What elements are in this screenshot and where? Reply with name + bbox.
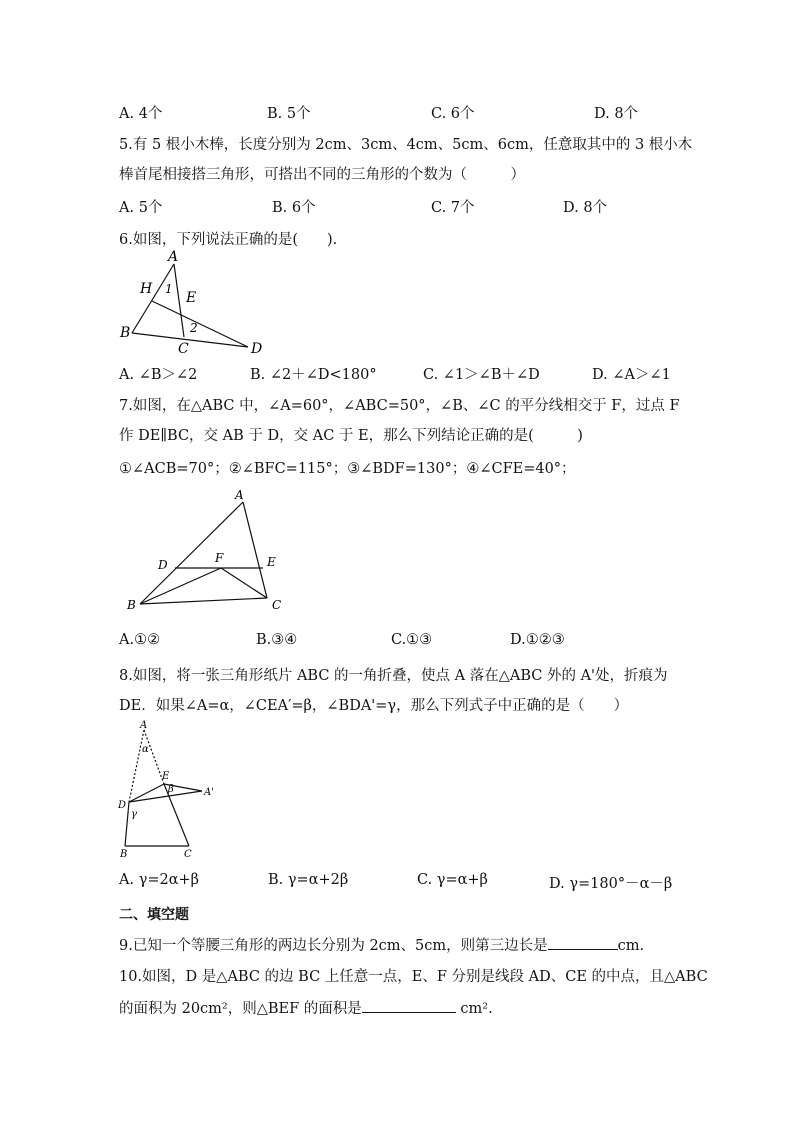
q6-label-1: 1 bbox=[165, 282, 173, 296]
q5-option-a: A. 5个 bbox=[119, 200, 163, 216]
section-title-fill-in: 二、填空题 bbox=[119, 907, 189, 923]
q6-label-h: H bbox=[140, 281, 153, 297]
q4-option-c: C. 6个 bbox=[431, 106, 475, 122]
q7-label-e: E bbox=[267, 555, 276, 569]
q6-label-e: E bbox=[186, 290, 197, 306]
q6-option-c: C. ∠1＞∠B＋∠D bbox=[423, 367, 540, 383]
q6-option-a: A. ∠B＞∠2 bbox=[119, 367, 198, 383]
q7-conclusions: ①∠ACB=70°；②∠BFC=115°；③∠BDF=130°；④∠CFE=40°； bbox=[119, 461, 576, 477]
q5-option-c: C. 7个 bbox=[431, 200, 475, 216]
q6-label-b: B bbox=[120, 325, 131, 341]
q8-label-b: B bbox=[120, 849, 128, 860]
q9-text-before: 9.已知一个等腰三角形的两边长分别为 2cm、5cm，则第三边长是 bbox=[119, 938, 548, 954]
q6-label-c: C bbox=[178, 341, 189, 357]
q9-line bbox=[119, 934, 644, 955]
q7-option-d: D.①②③ bbox=[510, 632, 565, 648]
q8-label-aprime: A' bbox=[204, 787, 214, 798]
q6-label-d: D bbox=[251, 341, 263, 357]
q8-option-b: B. γ=α+2β bbox=[268, 872, 349, 888]
q10-text-after: cm². bbox=[455, 1001, 493, 1017]
q8-label-c: C bbox=[184, 849, 192, 860]
q7-label-a: A bbox=[235, 488, 244, 502]
q8-option-c: C. γ=α+β bbox=[417, 872, 488, 888]
q6-figure bbox=[110, 245, 270, 360]
q7-figure bbox=[115, 485, 295, 615]
q7-stem-line1: 7.如图，在△ABC 中，∠A=60°，∠ABC=50°，∠B、∠C 的平分线相交于 F，过点 F bbox=[119, 398, 680, 414]
q6-option-b: B. ∠2＋∠D<180° bbox=[250, 367, 377, 383]
q6-stem: 6.如图，下列说法正确的是( ). bbox=[119, 232, 338, 248]
q5-option-d: D. 8个 bbox=[563, 200, 608, 216]
q8-label-d: D bbox=[118, 800, 127, 811]
q7-label-c: C bbox=[272, 598, 282, 612]
q7-option-a: A.①② bbox=[119, 632, 161, 648]
q5-stem-line2: 棒首尾相接搭三角形，可搭出不同的三角形的个数为（ ） bbox=[119, 167, 525, 183]
q10-text-before: 的面积为 20cm²，则△BEF 的面积是 bbox=[119, 1001, 362, 1017]
q8-figure bbox=[112, 716, 232, 864]
q6-label-a: A bbox=[168, 249, 179, 265]
q9-answer-blank[interactable] bbox=[548, 935, 618, 950]
q8-label-gamma: γ bbox=[131, 809, 137, 820]
q10-stem-line1: 10.如图，D 是△ABC 的边 BC 上任意一点，E、F 分别是线段 AD、CE 的中点，且△ABC bbox=[119, 969, 708, 985]
q4-option-b: B. 5个 bbox=[267, 106, 311, 122]
q8-label-beta: β bbox=[168, 784, 174, 795]
q7-label-d: D bbox=[158, 558, 168, 572]
q4-option-a: A. 4个 bbox=[119, 106, 163, 122]
q8-label-alpha: α bbox=[142, 744, 149, 755]
q10-answer-blank[interactable] bbox=[362, 998, 456, 1013]
q5-stem-line1: 5.有 5 根小木棒，长度分别为 2cm、3cm、4cm、5cm、6cm，任意取其中的 3 根小木 bbox=[119, 137, 693, 153]
q8-label-e: E bbox=[162, 771, 170, 782]
q5-option-b: B. 6个 bbox=[272, 200, 316, 216]
q4-option-d: D. 8个 bbox=[594, 106, 639, 122]
q8-option-d: D. γ=180°－α－β bbox=[549, 876, 673, 892]
q10-line2 bbox=[119, 997, 493, 1018]
q7-stem-line2: 作 DE∥BC，交 AB 于 D，交 AC 于 E，那么下列结论正确的是( ) bbox=[119, 428, 583, 444]
q8-option-a: A. γ=2α+β bbox=[119, 872, 200, 888]
q8-stem-line1: 8.如图，将一张三角形纸片 ABC 的一角折叠，使点 A 落在△ABC 外的 A'处，折痕为 bbox=[119, 668, 668, 684]
q7-option-b: B.③④ bbox=[256, 632, 298, 648]
q6-label-2: 2 bbox=[190, 321, 198, 335]
q6-option-d: D. ∠A＞∠1 bbox=[592, 367, 671, 383]
q8-label-a: A bbox=[140, 720, 148, 731]
q7-label-b: B bbox=[127, 598, 136, 612]
q8-stem-line2: DE．如果∠A=α，∠CEA′=β，∠BDA'=γ，那么下列式子中正确的是（ ） bbox=[119, 698, 629, 714]
q7-label-f: F bbox=[215, 551, 224, 565]
q9-text-after: cm. bbox=[617, 938, 645, 954]
q7-option-c: C.①③ bbox=[391, 632, 433, 648]
